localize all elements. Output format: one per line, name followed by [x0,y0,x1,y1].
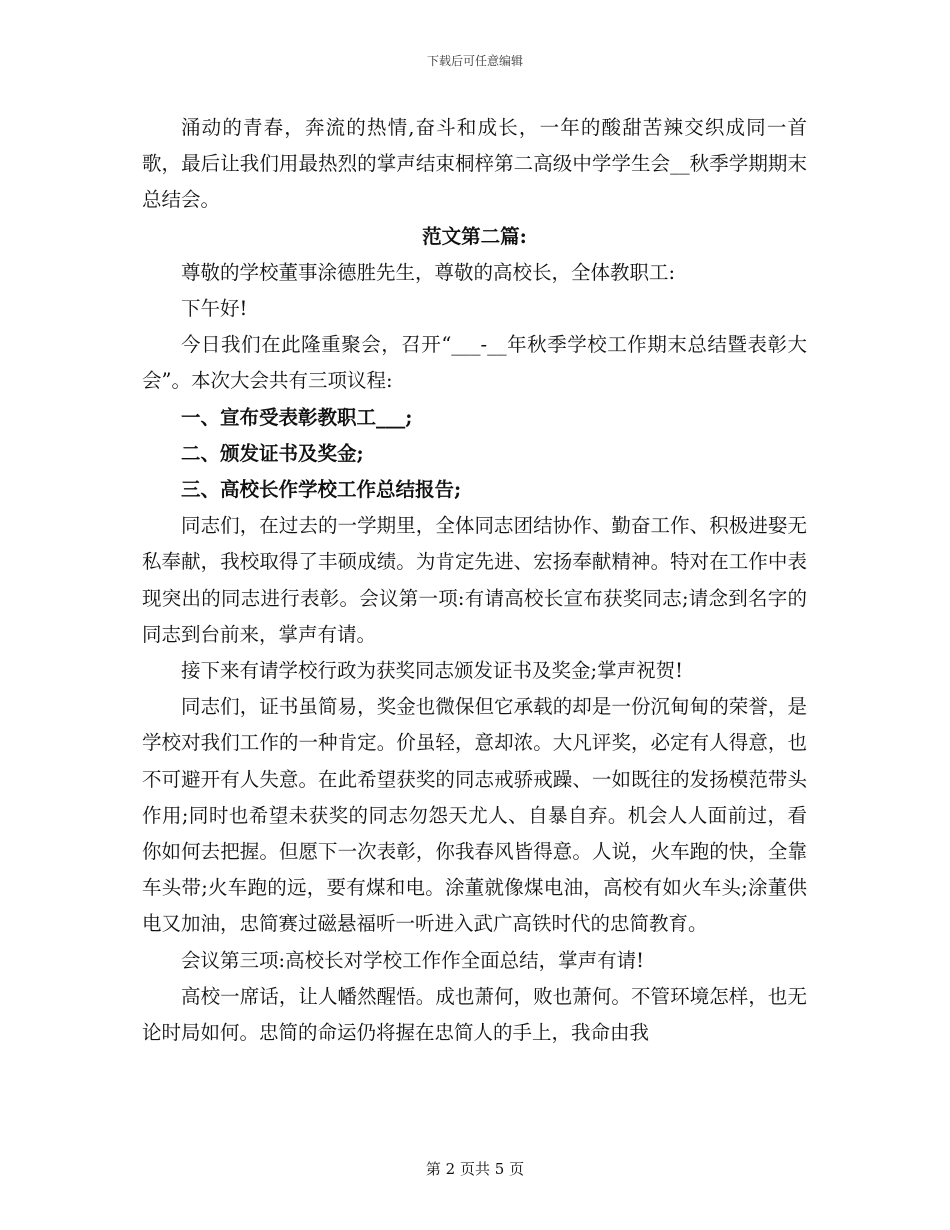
agenda-item-3: 三、高校长作学校工作总结报告; [181,478,462,502]
paragraph-item-three: 会议第三项:高校长对学校工作作全面总结，掌声有请! [181,948,644,972]
section-title: 范文第二篇: [422,224,527,248]
agenda-item-1: 一、宣布受表彰教职工___; [181,405,413,429]
paragraph-salutation: 尊敬的学校董事涂德胜先生，尊敬的高校长，全体教职工: [181,260,676,284]
paragraph-intro: 今日我们在此隆重聚会，召开“___-__年秋季学校工作期末总结暨表彰大会”。本次大会共有三项议程: [142,333,807,393]
page-header: 下载后可任意编辑 [426,54,523,68]
paragraph-next: 接下来有请学校行政为获奖同志颁发证书及奖金;掌声祝贺! [181,659,683,683]
paragraph-closing: 涌动的青春，奔流的热情,奋斗和成长，一年的酸甜苦辣交织成同一首歌，最后让我们用最热烈的掌声结束桐梓第二高级中学学生会__秋季学期期末总结会。 [142,116,807,212]
paragraph-comrades: 同志们，在过去的一学期里，全体同志团结协作、勤奋工作、积极进娶无私奉献，我校取得了丰硕成绩。为肯定先进、宏扬奉献精神。特对在工作中表现突出的同志进行表彰。会议第一项:有请高校长宣布获奖同志;请念到名字的同志到台前来，掌声有请。 [142,514,807,646]
paragraph-summary: 高校一席话，让人幡然醒悟。成也萧何，败也萧何。不管环境怎样，也无论时局如何。忠简的命运仍将握在忠简人的手上，我命由我 [142,984,807,1045]
paragraph-certificates: 同志们，证书虽简易，奖金也微保但它承载的却是一份沉甸甸的荣誉，是学校对我们工作的一种肯定。价虽轻，意却浓。大凡评奖，必定有人得意，也不可避开有人失意。在此希望获奖的同志戒骄戒躁、一如既往的发扬模范带头作用;同时也希望未获奖的同志勿怨天尤人、自暴自弃。机会人人面前过，看你如何去把握。但愿下一次表彰，你我春风皆得意。人说，火车跑的快，全靠车头带;火车跑的远，要有煤和电。涂董就像煤电油，高校有如火车头;涂董供电又加油，忠简赛过磁悬福听一听进入武广高铁时代的忠简教育。 [142,695,807,936]
paragraph-greeting: 下午好! [181,297,248,321]
document-body [142,110,807,1051]
page-footer: 第 2 页共 5 页 [425,1160,525,1178]
agenda-item-2: 二、颁发证书及奖金; [181,441,364,465]
